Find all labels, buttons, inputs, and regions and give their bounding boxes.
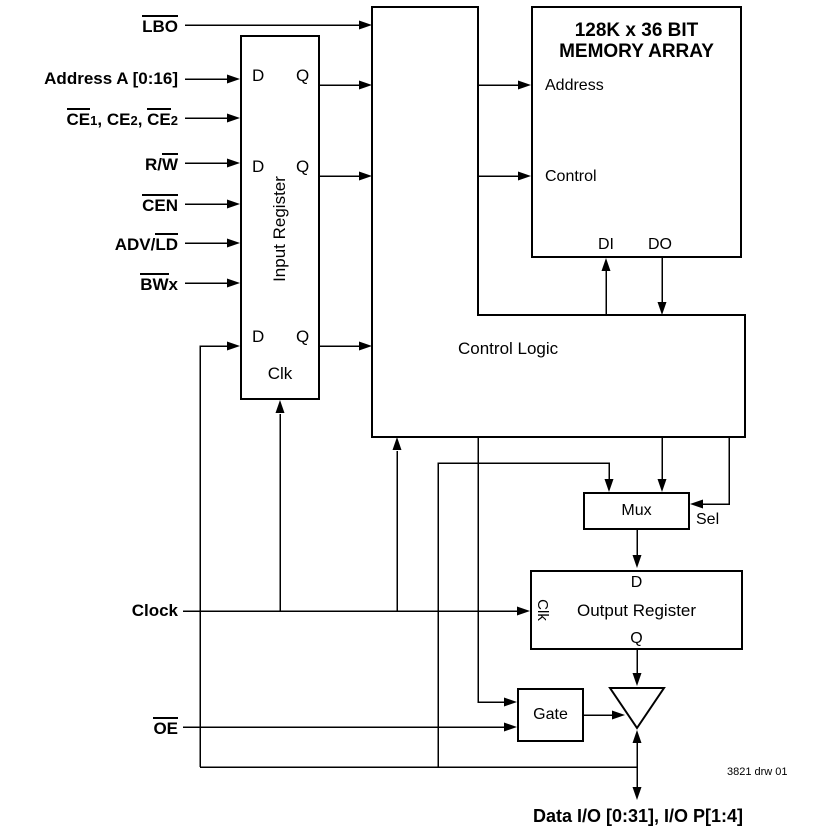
pin-label-advld [0,233,178,253]
input-register-d2: D [252,157,265,176]
arrowhead-q2 [359,172,372,181]
arrowhead-q3 [359,342,372,351]
pin-lbo-text: LBO [142,17,178,36]
pin-cen-text: CEN [142,196,178,215]
pin-label-bwx [0,273,178,293]
gate-label: Gate [533,706,568,723]
pin-bw-text: BW [140,275,169,294]
arrowhead-ce [227,114,240,123]
pin-ce1-sub: 1 [90,113,98,128]
data-io-label: Data I/O [0:31], I/O P[1:4] [532,806,744,826]
arrowhead-do [658,302,667,315]
pin-ce-sep2: , [137,110,148,129]
wire-datain-feedback [200,346,228,767]
output-register-clk-label: Clk [534,599,551,621]
arrowhead-mem-address [518,81,531,90]
output-register-q-label: Q [630,630,643,647]
mux-block [583,492,690,530]
arrowhead-bwx [227,279,240,288]
memory-do-port-label: DO [648,236,672,253]
memory-address-port-label: Address [545,77,604,94]
mux-sel-label: Sel [696,511,720,528]
arrowhead-do-mux [658,479,667,492]
arrowhead-q1 [359,81,372,90]
arrowhead-clock-inputreg [276,400,285,413]
gate-block [517,688,584,742]
arrowhead-advld [227,239,240,248]
pin-ld-text: LD [155,235,178,254]
pin-label-lbo [0,15,178,35]
drawing-reference: 3821 drw 01 [727,766,788,778]
pin-label-address [0,69,178,89]
memory-array-block [531,6,742,258]
arrowhead-mux-d [633,555,642,568]
wire-sel [702,437,729,504]
pin-clock-text: Clock [131,601,178,620]
arrowhead-data-down [633,787,642,800]
pin-rw-write-text: W [161,155,178,174]
pin-ce2-sub: 2 [130,113,138,128]
arrowhead-lbo [359,21,372,30]
output-register-d-label: D [630,574,643,591]
pin-address-text: Address A [0:16] [44,69,178,88]
arrowhead-clock-outputreg [517,607,530,616]
input-register-q3: Q [296,327,310,346]
input-register-title: Input Register [270,176,289,282]
pin-label-cen [0,194,178,214]
input-register-block [240,35,320,400]
arrowhead-di [602,258,611,271]
arrowhead-datain [227,342,240,351]
pin-ce2-text: CE [106,110,131,129]
pin-ce1-text: CE [66,110,91,129]
arrowhead-control-gate [504,698,517,707]
pin-label-clock [0,601,178,621]
arrowhead-clock-control [393,437,402,450]
arrowhead-mem-control [518,172,531,181]
arrowhead-rw [227,159,240,168]
pin-ce-sep1: , [97,110,107,129]
pin-ce2b-sub: 2 [170,113,178,128]
memory-control-port-label: Control [545,168,597,185]
memory-array-title-line1: 128K x 36 BIT [574,20,699,41]
pin-ce2b-text: CE [147,110,171,129]
arrowhead-data-up [633,730,642,743]
pin-adv-text: ADV/ [114,235,156,254]
arrowhead-gate-buffer [612,711,625,720]
arrowhead-address [227,75,240,84]
pin-rw-text: R/ [144,155,162,174]
memory-di-port-label: DI [598,236,614,253]
arrowhead-oe-gate [504,723,517,732]
control-logic-label: Control Logic [458,339,559,358]
pin-label-ce [0,108,178,128]
output-register-block [530,570,743,650]
mux-label: Mux [621,502,652,519]
pin-oe-text: OE [153,719,178,738]
pin-bwx-x-text: x [168,275,178,294]
input-register-q1: Q [296,66,310,85]
tristate-buffer-icon [610,688,664,728]
input-register-d3: D [252,327,265,346]
arrowhead-bypass-mux [605,479,614,492]
input-register-clk-label: Clk [267,364,293,383]
input-register-q2: Q [296,157,310,176]
memory-array-title-line2: MEMORY ARRAY [559,41,714,62]
wire-control-to-gate [478,437,505,702]
arrowhead-q-buffer [633,673,642,686]
pin-label-rw [0,153,178,173]
output-register-title: Output Register [576,601,697,620]
arrowhead-cen [227,200,240,209]
pin-label-oe [0,717,178,737]
input-register-d1: D [252,66,265,85]
arrowhead-sel [690,500,703,509]
memory-array-title [533,20,740,62]
